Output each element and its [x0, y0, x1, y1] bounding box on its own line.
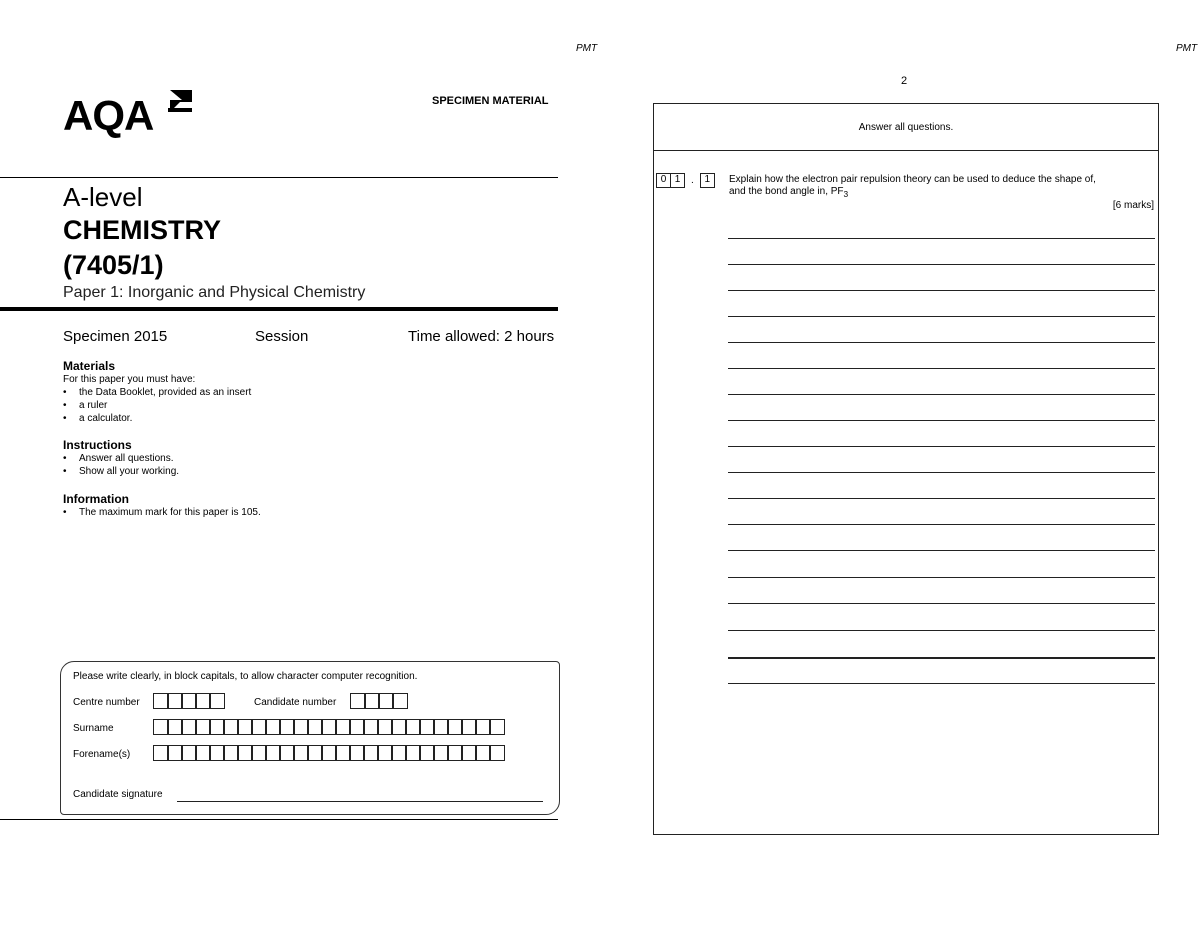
aqa-logo: AQA: [63, 92, 154, 139]
materials-section: [63, 360, 251, 425]
form-intro: Please write clearly, in block capitals, to allow character computer recognition.: [73, 671, 418, 682]
qnum-part: 1: [700, 173, 715, 188]
answer-line[interactable]: [728, 446, 1155, 447]
forename-input[interactable]: [153, 745, 503, 761]
heading: Instructions: [63, 438, 132, 452]
answer-line[interactable]: [728, 264, 1155, 265]
divider: [0, 819, 558, 820]
list-item: • Show all your working.: [63, 465, 179, 478]
divider: [0, 177, 558, 178]
level: A-level: [63, 182, 143, 212]
aqa-logo-mark-icon: [168, 90, 192, 112]
answer-line[interactable]: [728, 342, 1155, 343]
signature-line[interactable]: [177, 801, 543, 802]
forename-label: Forename(s): [73, 749, 131, 760]
information-section: [63, 493, 261, 519]
answer-line[interactable]: [728, 238, 1155, 239]
centre-number-input[interactable]: [153, 693, 223, 709]
intro: For this paper you must have:: [63, 374, 196, 385]
thick-divider: [0, 307, 558, 311]
list-item: • Answer all questions.: [63, 452, 179, 465]
question-line: and the bond angle in, PF: [729, 186, 844, 197]
char-box[interactable]: [489, 719, 505, 735]
session: Session: [255, 328, 309, 345]
subject: CHEMISTRY: [63, 215, 222, 245]
answer-line[interactable]: [728, 420, 1155, 421]
answer-line[interactable]: [728, 394, 1155, 395]
specimen-year: Specimen 2015: [63, 328, 168, 345]
candidate-number-input[interactable]: [350, 693, 406, 709]
answer-line[interactable]: [728, 316, 1155, 317]
specimen-label: SPECIMEN MATERIAL: [432, 95, 549, 107]
answer-line[interactable]: [728, 524, 1155, 525]
divider: [654, 150, 1158, 151]
candidate-form: [60, 661, 560, 815]
paper-code: (7405/1): [63, 250, 164, 280]
subscript: 3: [843, 189, 849, 199]
list-item: • The maximum mark for this paper is 105.: [63, 506, 261, 519]
heading: Materials: [63, 359, 116, 373]
candidate-label: Candidate number: [254, 697, 337, 708]
answer-line[interactable]: [728, 603, 1155, 604]
answer-line[interactable]: [728, 550, 1155, 551]
answer-line[interactable]: [728, 630, 1155, 631]
question-text: [729, 174, 1096, 200]
instructions-section: [63, 439, 179, 478]
heading: Information: [63, 492, 129, 506]
answer-line[interactable]: [728, 657, 1155, 659]
answer-line[interactable]: [728, 290, 1155, 291]
watermark: PMT: [1176, 43, 1198, 54]
surname-label: Surname: [73, 723, 114, 734]
question-number: [656, 173, 715, 188]
watermark: PMT: [576, 43, 598, 54]
answer-line[interactable]: [728, 577, 1155, 578]
list-item: • a ruler: [63, 399, 251, 412]
page-header: Answer all questions.: [858, 122, 954, 133]
signature-label: Candidate signature: [73, 789, 163, 800]
answer-line[interactable]: [728, 683, 1155, 684]
qnum-digit: 0: [656, 173, 671, 188]
page-number: 2: [901, 75, 908, 87]
question-line: Explain how the electron pair repulsion theory can be used to deduce the shape of,: [729, 174, 1096, 185]
answer-line[interactable]: [728, 368, 1155, 369]
surname-input[interactable]: [153, 719, 503, 735]
list-item: • a calculator.: [63, 412, 251, 425]
qnum-digit: 1: [670, 173, 685, 188]
answer-page: [653, 103, 1159, 835]
answer-line[interactable]: [728, 498, 1155, 499]
list-item: • the Data Booklet, provided as an insert: [63, 386, 251, 399]
char-box[interactable]: [489, 745, 505, 761]
time-allowed: Time allowed: 2 hours: [408, 328, 555, 345]
paper-title: Paper 1: Inorganic and Physical Chemistry: [63, 284, 366, 301]
qnum-sep: .: [691, 175, 694, 186]
marks: [6 marks]: [1112, 200, 1154, 211]
centre-label: Centre number: [73, 697, 140, 708]
answer-line[interactable]: [728, 472, 1155, 473]
